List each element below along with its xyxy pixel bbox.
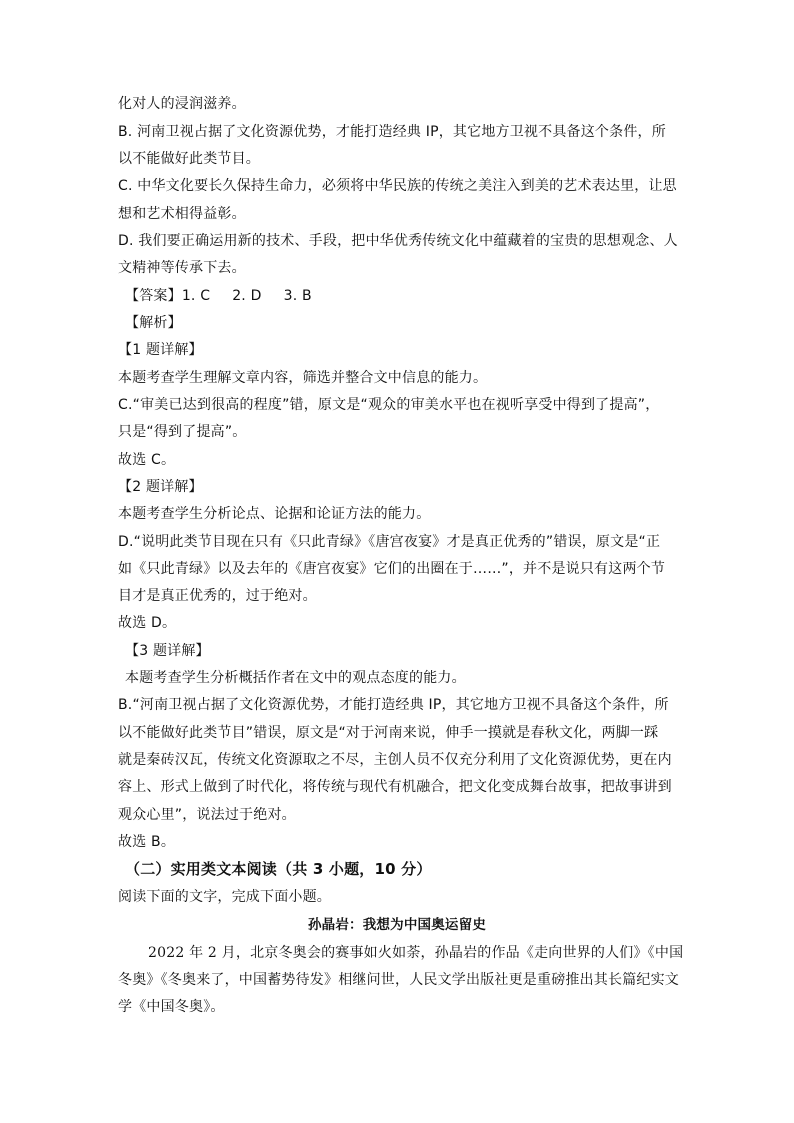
q3-text: 容上、形式上做到了时代化，将传统与现代有机融合，把文化变成舞台故事，把故事讲到 (118, 779, 672, 795)
option-d-line: D. 我们要正确运用新的技术、手段，把中华优秀传统文化中蕴藏着的宝贵的思想观念、人 (118, 233, 678, 249)
q3-text: 观众心里”，说法过于绝对。 (118, 807, 296, 823)
q2-text: 本题考查学生分析论点、论据和论证方法的能力。 (118, 506, 431, 522)
q3-text: 就是秦砖汉瓦，传统文化资源取之不尽，主创人员不仅充分利用了文化资源优势，更在内 (118, 752, 672, 768)
text-line: 化对人的浸润滋养。 (118, 96, 246, 112)
q1-text: 本题考查学生理解文章内容，筛选并整合文中信息的能力。 (118, 370, 488, 386)
option-b-line: B. 河南卫视占据了文化资源优势，才能打造经典 IP，其它地方卫视不具备这个条件，所 (118, 124, 666, 140)
q3-heading: 【3 题详解】 (125, 643, 210, 659)
q3-text: 本题考查学生分析概括作者在文中的观点态度的能力。 (125, 670, 466, 686)
analysis-label: 【解析】 (125, 315, 182, 331)
text-line: 想和艺术相得益彰。 (118, 206, 246, 222)
q3-conclusion: 故选 B。 (118, 834, 176, 850)
answer-item: 1. C (181, 288, 211, 304)
q1-text: 只是“得到了提高”。 (118, 424, 247, 440)
q1-text: C.“审美已达到很高的程度”错，原文是“观众的审美水平也在视听享受中得到了提高”， (118, 397, 660, 413)
article-paragraph: 冬奥》《冬奥来了，中国蓄势待发》相继问世，人民文学出版社更是重磅推出其长篇纪实文 (118, 972, 679, 988)
q3-text: B.“河南卫视占据了文化资源优势，才能打造经典 IP，其它地方卫视不具备这个条件，所 (118, 697, 669, 713)
answer-label: 【答案】 (125, 288, 182, 304)
text-line: 以不能做好此类节目。 (118, 151, 260, 167)
q1-conclusion: 故选 C。 (118, 452, 176, 468)
q2-text: 目才是真正优秀的，过于绝对。 (118, 588, 317, 604)
article-paragraph: 2022 年 2 月，北京冬奥会的赛事如火如荼，孙晶岩的作品《走向世界的人们》《中国 (148, 945, 684, 961)
answer-item: 2. D (232, 288, 262, 304)
q2-text: 如《只此青绿》以及去年的《唐宫夜宴》它们的出圈在于……”，并不是说只有这两个节 (118, 561, 666, 577)
q1-heading: 【1 题详解】 (118, 342, 203, 358)
answer-item: 3. B (283, 288, 312, 304)
option-c-line: C. 中华文化要长久保持生命力，必须将中华民族的传统之美注入到美的艺术表达里，让思 (118, 178, 677, 194)
instruction-text: 阅读下面的文字，完成下面小题。 (118, 889, 331, 905)
q2-heading: 【2 题详解】 (118, 479, 203, 495)
article-title: 孙晶岩：我想为中国奥运留史 (307, 917, 487, 933)
q2-conclusion: 故选 D。 (118, 615, 177, 631)
section-heading: （二）实用类文本阅读（共 3 小题，10 分） (125, 860, 432, 878)
article-paragraph: 学《中国冬奥》。 (118, 999, 225, 1015)
answer-line (125, 286, 334, 306)
text-line: 文精神等传承下去。 (118, 260, 246, 276)
q2-text: D.“说明此类节目现在只有《只此青绿》《唐宫夜宴》才是真正优秀的”错误，原文是“正 (118, 534, 661, 550)
q3-text: 以不能做好此类节目”错误，原文是“对于河南来说，伸手一摸就是春秋文化，两脚一踩 (118, 725, 659, 741)
